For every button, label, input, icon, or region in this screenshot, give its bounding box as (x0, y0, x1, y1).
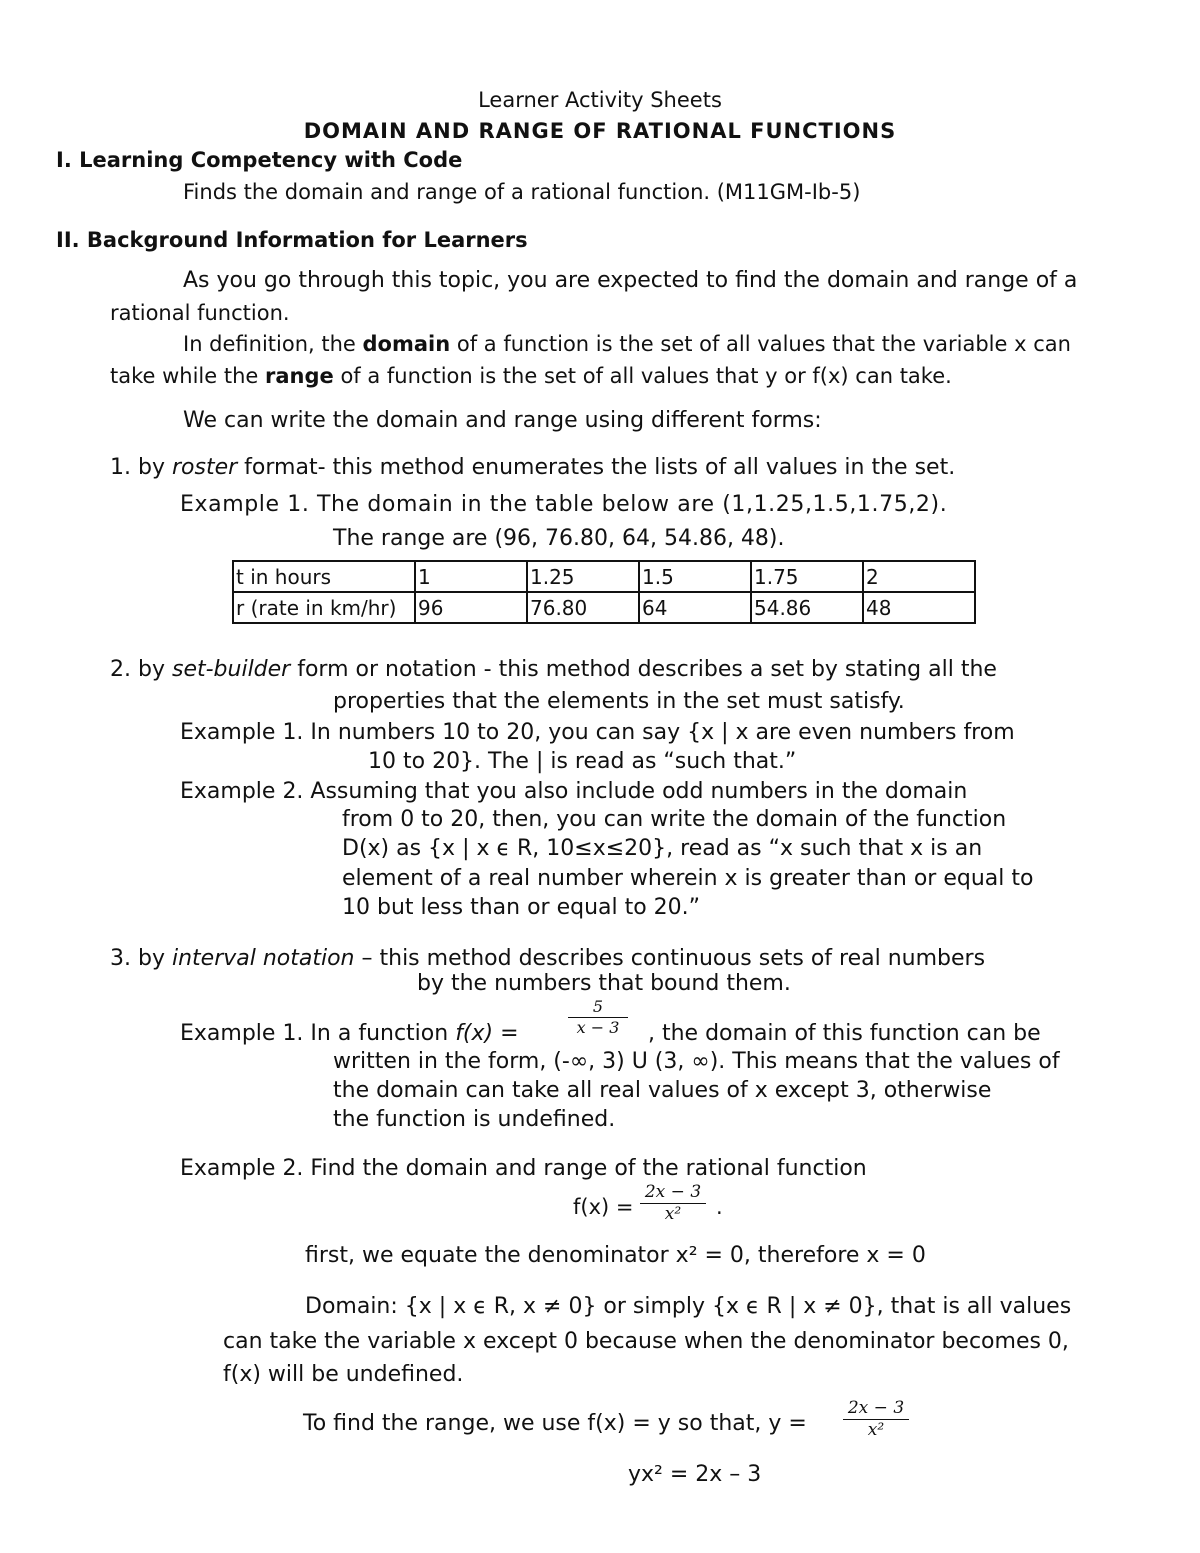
intro-paragraph-line1: As you go through this topic, you are expected to find the domain and range of a (183, 268, 1078, 293)
set-builder-item-line2: properties that the elements in the set must satisfy. (333, 689, 905, 714)
interval-example-1-line2: written in the form, (-∞, 3) U (3, ∞). This means that the values of (333, 1049, 1060, 1074)
roster-example-1-range: The range are (96, 76.80, 64, 54.86, 48). (333, 526, 785, 551)
fraction-2x-minus-3-over-x-squared: 2x − 3 x² (640, 1184, 706, 1223)
fraction-5-over-x-minus-3: 5 x − 3 (568, 999, 628, 1036)
interval-example-1-tail: , the domain of this function can be (648, 1021, 1041, 1046)
table-cell: 1.75 (751, 561, 863, 592)
table-row (233, 592, 975, 623)
forms-intro: We can write the domain and range using different forms: (183, 408, 822, 433)
domain-statement-line2: can take the variable x except 0 because when the denominator becomes 0, (223, 1329, 1069, 1354)
competency-text: Finds the domain and range of a rational function. (M11GM-Ib-5) (183, 180, 861, 204)
table-cell: t in hours (233, 561, 415, 592)
set-builder-example-2-line1: Example 2. Assuming that you also include odd numbers in the domain (180, 779, 968, 804)
interval-item: 3. by interval notation – this method describes continuous sets of real numbers (110, 946, 986, 971)
roster-item: 1. by roster format- this method enumerates the lists of all values in the set. (110, 455, 956, 480)
roster-example-1: Example 1. The domain in the table below are (1,1.25,1.5,1.75,2). (180, 492, 948, 517)
fraction-range-2x-minus-3-over-x-squared: 2x − 3 x² (843, 1400, 909, 1439)
set-builder-example-2-line3: D(x) as {x | x ϵ R, 10≤x≤20}, read as “x such that x is an (342, 836, 983, 861)
range-step: To find the range, we use f(x) = y so that, y = (303, 1411, 807, 1436)
table-cell: r (rate in km/hr) (233, 592, 415, 623)
section-heading-2: II. Background Information for Learners (56, 228, 528, 252)
table-cell: 1.5 (639, 561, 751, 592)
interval-example-1-lead: Example 1. In a function f(x) = (180, 1021, 519, 1046)
definition-line1: In definition, the domain of a function is the set of all values that the variable x can (183, 332, 1071, 356)
range-equation: yx² = 2x – 3 (628, 1462, 762, 1487)
set-builder-example-2-line2: from 0 to 20, then, you can write the domain of the function (342, 807, 1007, 832)
table-cell: 64 (639, 592, 751, 623)
interval-example-1-line3: the domain can take all real values of x except 3, otherwise (333, 1078, 992, 1103)
interval-example-2: Example 2. Find the domain and range of the rational function (180, 1156, 867, 1181)
example-2-period: . (716, 1195, 723, 1219)
set-builder-example-1-line2: 10 to 20}. The | is read as “such that.” (368, 749, 797, 774)
domain-statement-line3: f(x) will be undefined. (223, 1362, 464, 1387)
set-builder-example-2-line5: 10 but less than or equal to 20.” (342, 895, 701, 920)
definition-line2: take while the range of a function is the set of all values that y or f(x) can take. (110, 364, 952, 388)
domain-statement-line1: Domain: {x | x ϵ R, x ≠ 0} or simply {x ϵ R | x ≠ 0}, that is all values (305, 1294, 1072, 1319)
doc-subtitle: DOMAIN AND RANGE OF RATIONAL FUNCTIONS (303, 119, 897, 143)
denominator-step: first, we equate the denominator x² = 0, therefore x = 0 (305, 1243, 926, 1268)
interval-item-line2: by the numbers that bound them. (417, 971, 791, 996)
section-heading-1: I. Learning Competency with Code (56, 148, 463, 172)
interval-example-1-line4: the function is undefined. (333, 1107, 616, 1132)
table-cell: 76.80 (527, 592, 639, 623)
table-cell: 1 (415, 561, 527, 592)
table-cell: 96 (415, 592, 527, 623)
table-cell: 2 (863, 561, 975, 592)
doc-title: Learner Activity Sheets (478, 88, 722, 112)
table-row (233, 561, 975, 592)
intro-paragraph-line2: rational function. (110, 301, 290, 325)
set-builder-example-1-line1: Example 1. In numbers 10 to 20, you can say {x | x are even numbers from (180, 720, 1015, 745)
table-cell: 48 (863, 592, 975, 623)
example-2-fx-label: f(x) = (573, 1195, 634, 1219)
set-builder-example-2-line4: element of a real number wherein x is greater than or equal to (342, 866, 1034, 891)
rate-table (232, 560, 976, 624)
set-builder-item: 2. by set-builder form or notation - this method describes a set by stating all the (110, 657, 997, 682)
table-cell: 54.86 (751, 592, 863, 623)
table-cell: 1.25 (527, 561, 639, 592)
